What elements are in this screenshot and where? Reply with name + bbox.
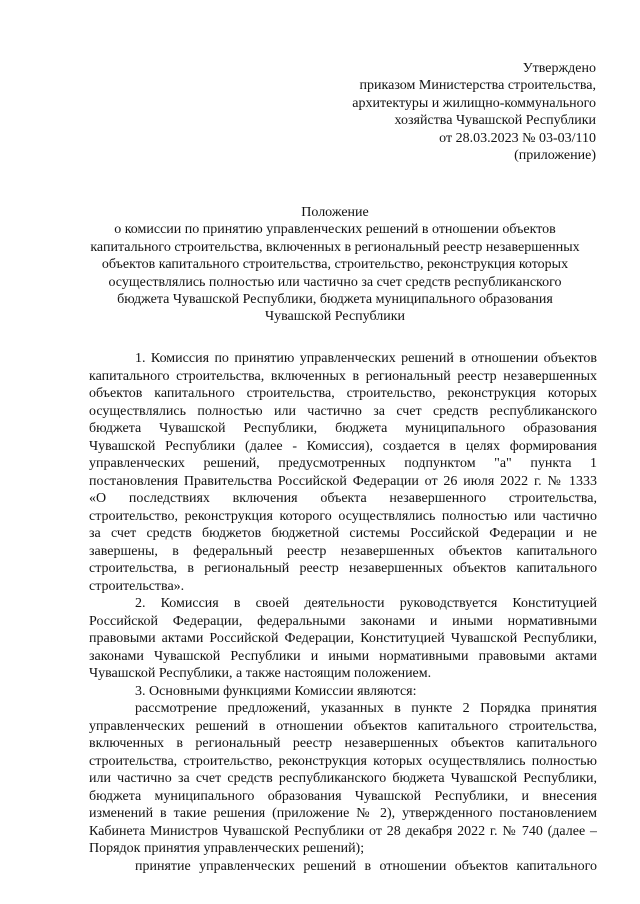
body-line: объектов капитального строительства, строительство, реконструкция которых (89, 386, 597, 401)
approval-line: хозяйства Чувашской Республики (394, 113, 596, 129)
body-line: строительства». (89, 578, 185, 594)
title-line: осуществлялись полностью или частично за счет средств республиканского (108, 274, 562, 290)
body-line: бюджета муниципального образования Чувашской Республики, и внесения (89, 788, 597, 804)
body-line: Российской Федерации, федеральными законами и иными нормативными (89, 613, 597, 629)
body-line: рассмотрение предложений, указанных в пункте 2 Порядка принятия (135, 701, 597, 716)
body-line: 2. Комиссия в своей деятельности руководствуется Конституцией (135, 596, 597, 611)
body-line: строительства, строительство, реконструкция которых осуществлялись полностью (89, 753, 597, 769)
body-line: 1. Комиссия по принятию управленческих решений в отношении объектов (135, 351, 597, 366)
body-line: управленческих решений в отношении объектов капитального строительства, (89, 718, 597, 734)
approval-line: от 28.03.2023 № 03-03/110 (439, 130, 596, 146)
title-line: капитального строительства, включенных в региональный реестр незавершенных (90, 239, 580, 255)
title-line: объектов капитального строительства, строительство, реконструкция которых (101, 257, 569, 273)
body-line: правовыми актами Российской Федерации, Конституцией Чувашской Республики, (89, 631, 597, 646)
title-line: Положение (301, 205, 369, 220)
body-line: капитального строительства, включенных в региональный реестр незавершенных (89, 368, 597, 384)
title-line: о комиссии по принятию управленческих решений в отношении объектов (114, 222, 556, 238)
body-line: законами Чувашской Республики и иными нормативными правовыми актами (89, 648, 597, 664)
body-line: строительство, реконструкция которого осуществлялись полностью или частично (89, 508, 597, 524)
body-line: Чувашской Республики, а также настоящим положением. (89, 666, 432, 681)
document-title (70, 204, 600, 326)
body-line: осуществлялись полностью или частично за счет средств республиканского (89, 403, 597, 419)
body-line: постановления Правительства Российской Федерации от 26 июля 2022 г. № 1333 (89, 473, 597, 489)
body-line: «О последствиях включения объекта незавершенного строительства, (89, 491, 597, 506)
body-line: или частично за счет средств республиканского бюджета Чувашской Республики, (89, 771, 597, 786)
approval-line: приказом Министерства строительства, (359, 78, 596, 94)
body-line: строительства, в региональный реестр незавершенных объектов капитального (89, 561, 597, 576)
body-line: завершены, в федеральный реестр незавершенных объектов капитального (89, 543, 597, 559)
body-line: 3. Основными функциями Комиссии являются: (135, 683, 417, 699)
body-line: включенных в региональный реестр незавершенных объектов капитального (89, 736, 597, 751)
title-line: бюджета Чувашской Республики, бюджета муниципального образования (117, 292, 553, 308)
approval-line: архитектуры и жилищно-коммунального (352, 95, 596, 111)
approval-line: (приложение) (514, 148, 596, 164)
body-line: Чувашской Республики (далее - Комиссия), создается в целях формирования (89, 438, 597, 454)
body-line: за счет средств бюджетов бюджетной системы Российской Федерации и не (89, 526, 597, 541)
document-body (89, 350, 597, 875)
approval-line: Утверждено (522, 61, 596, 76)
approval-stamp (296, 60, 596, 164)
title-line: Чувашской Республики (264, 309, 406, 325)
body-line: управленческих решений, предусмотренных подпунктом "а" пункта 1 (89, 456, 597, 471)
body-line: изменений в такие решения (приложение № 2), утвержденного постановлением (89, 806, 597, 821)
body-line: принятие управленческих решений в отношении объектов капитального (135, 858, 597, 874)
body-line: бюджета Чувашской Республики, бюджета муниципального образования (89, 421, 597, 436)
body-line: Порядок принятия управленческих решений); (89, 841, 365, 856)
body-line: Кабинета Министров Чувашской Республики от 28 декабря 2022 г. № 740 (далее – (89, 823, 597, 839)
